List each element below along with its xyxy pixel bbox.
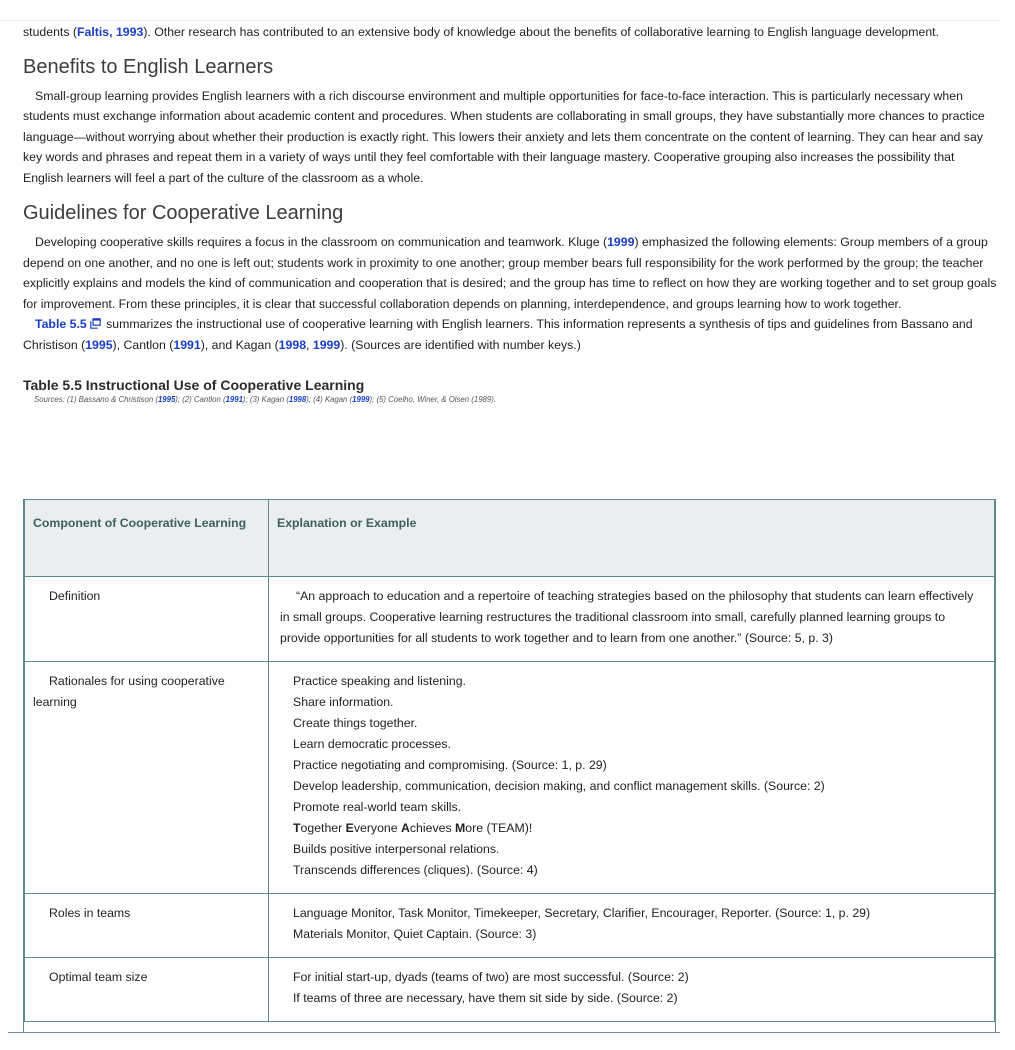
guidelines-text-rest: ) emphasized the following elements: Group members of a group depend on one another, and no one is left out; students work in proximity to one another; group member bears full responsibility for the work performed by the group; the teacher explicitly explains and models the kind of communication and cooperation that is desired; and the group has time to reflect on how they are working together and to set group goals for improvement. From these principles, it is clear that successful collaboration depends on planning, interdependence, and groups learning how to work together. (23, 235, 997, 311)
acronym-word: chieves (409, 821, 456, 835)
citation-link-1999[interactable]: 1999 (312, 337, 341, 352)
summary-text-3: ), and Kagan ( (200, 337, 279, 352)
citation-link-1991[interactable]: 1991 (173, 337, 201, 352)
guidelines-paragraph (23, 232, 998, 314)
list-item: Promote real-world team skills. (293, 800, 462, 814)
list-item: If teams of three are necessary, have them sit side by side. (Source: 2) (293, 991, 678, 1005)
citation-link-faltis[interactable]: Faltis, 1993 (77, 25, 144, 39)
acronym-letter: A (401, 821, 410, 835)
list-item: Develop leadership, communication, decision making, and conflict management skills. (Source: 2) (293, 779, 825, 793)
row-content (269, 958, 995, 1022)
bottom-divider (8, 1032, 1000, 1033)
citation-link-1998[interactable]: 1998 (278, 337, 307, 352)
list-item: Practice speaking and listening. (293, 674, 466, 688)
list-item: Materials Monitor, Quiet Captain. (Source: 3) (293, 927, 537, 941)
citation-link-1995[interactable]: 1995 (85, 337, 113, 352)
intro-paragraph (23, 22, 998, 43)
list-item: Transcends differences (cliques). (Source: 4) (293, 863, 538, 877)
cooperative-learning-table (24, 499, 995, 1022)
article-body (23, 22, 998, 406)
row-label: Rationales for using cooperative learning (25, 662, 269, 894)
section-heading-benefits: Benefits to English Learners (23, 55, 274, 78)
popup-window-icon[interactable] (90, 318, 101, 329)
table-row (25, 958, 995, 1022)
source-text: ); (3) Kagan ( (242, 395, 289, 404)
list-item: For initial start-up, dyads (teams of two) are most successful. (Source: 2) (293, 970, 689, 984)
list-item: Create things together. (293, 716, 418, 730)
list-item: Language Monitor, Task Monitor, Timekeeper, Secretary, Clarifier, Encourager, Reporter. (Source: 1, p. 29) (293, 906, 871, 920)
intro-text-rest: ). Other research has contributed to an extensive body of knowledge about the benefits of collaborative learning to English language development. (143, 25, 940, 39)
row-content (269, 894, 995, 958)
acronym-word: veryone (353, 821, 402, 835)
source-text: ); (5) Coelho, Winer, & Olsen (1989). (369, 395, 496, 404)
guidelines-text: Developing cooperative skills requires a focus in the classroom on communication and teamwork. Kluge ( (35, 235, 608, 249)
table-summary-paragraph (23, 314, 998, 355)
source-text: Sources: (1) Bassano & Christison ( (34, 395, 158, 404)
benefits-paragraph: Small-group learning provides English learners with a rich discourse environment and multiple opportunities for face-to-face interaction. This is particularly necessary when students must exchange information about academic content and procedures. When students are collaborating in small groups, they have substantially more chances to practice language—without worrying about whether their production is exactly right. This lowers their anxiety and lets them concentrate on the content of learning. They can hear and say key words and phrases and repeat them in a variety of ways until they feel comfortable with their language mastery. Cooperative grouping also increases the possibility that English learners will feel a part of the culture of the classroom as a whole. (23, 88, 985, 185)
source-text: ); (4) Kagan ( (306, 395, 353, 404)
table-row (25, 894, 995, 958)
row-content (269, 662, 995, 894)
acronym-word: ogether (300, 821, 346, 835)
source-link-1998[interactable]: 1998 (288, 395, 307, 404)
summary-text: summarizes the instructional use of cooperative learning with English learners. This information represents a synthesis of tips and guidelines from Bassano and Christison ( (23, 317, 973, 352)
list-item: Practice negotiating and compromising. (Source: 1, p. 29) (293, 758, 607, 772)
source-text: ); (2) Cantlon ( (175, 395, 226, 404)
table-header-row (25, 500, 995, 577)
source-link-1991[interactable]: 1991 (225, 395, 243, 404)
intro-text: students ( (23, 25, 77, 39)
source-link-1995[interactable]: 1995 (157, 395, 176, 404)
row-content: “An approach to education and a repertoire of teaching strategies based on the philosophy that students can learn effectively in small groups. Cooperative learning restructures the traditional classroom into small, carefully planned learning groups to provide opportunities for all students to work together and to learn from one another.” (Source: 5, p. 3) (269, 577, 995, 662)
table-row (25, 662, 995, 894)
list-item-team (293, 818, 982, 839)
source-link-1999[interactable]: 1999 (352, 395, 370, 404)
table-link[interactable]: Table 5.5 (35, 317, 87, 331)
row-label: Definition (25, 577, 269, 662)
section-heading-guidelines: Guidelines for Cooperative Learning (23, 202, 344, 224)
list-item: Learn democratic processes. (293, 737, 451, 751)
column-header-component: Component of Cooperative Learning (25, 500, 269, 577)
summary-text-4: ). (Sources are identified with number keys.) (340, 337, 581, 352)
summary-text-2: ), Cantlon ( (112, 337, 174, 352)
table-container[interactable] (23, 499, 996, 1032)
table-sources (34, 394, 998, 406)
acronym-letter: E (345, 821, 354, 835)
citation-link-kluge[interactable]: 1999 (607, 235, 635, 249)
row-label: Roles in teams (25, 894, 269, 958)
column-header-explanation: Explanation or Example (269, 500, 995, 577)
row-label: Optimal team size (25, 958, 269, 1022)
acronym-letter: M (455, 821, 466, 835)
top-divider (0, 20, 1000, 21)
list-item: Builds positive interpersonal relations. (293, 842, 500, 856)
table-row (25, 577, 995, 662)
table-title: Table 5.5 Instructional Use of Cooperative Learning (23, 377, 365, 393)
acronym-word: ore (TEAM)! (465, 821, 533, 835)
summary-separator: , (306, 337, 313, 352)
acronym-letter: T (293, 821, 301, 835)
list-item: Share information. (293, 695, 394, 709)
